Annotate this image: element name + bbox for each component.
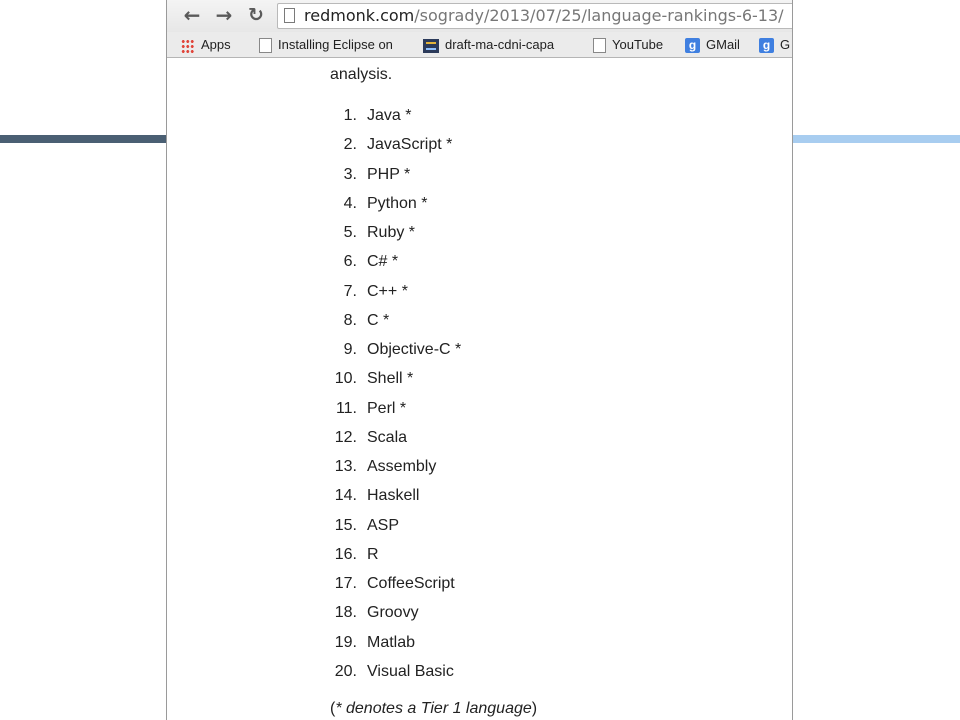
- language-name: PHP *: [367, 165, 411, 183]
- forward-arrow-icon[interactable]: →: [215, 3, 233, 27]
- bookmark-label: draft-ma-cdni-capa: [445, 37, 555, 52]
- list-number: 12.: [334, 428, 357, 446]
- bookmark-youtube[interactable]: [593, 36, 663, 54]
- language-name: C *: [367, 311, 390, 329]
- language-name: ASP: [367, 516, 400, 534]
- list-item: [323, 399, 461, 428]
- footnote-open-paren: (: [330, 700, 336, 717]
- language-name: C# *: [367, 253, 399, 271]
- list-number: 1.: [343, 107, 357, 124]
- language-name: Objective-C *: [367, 341, 462, 358]
- language-name: Haskell: [367, 487, 420, 505]
- bookmarks-bar: [167, 32, 792, 58]
- google-icon: g: [759, 38, 774, 53]
- list-item: [323, 545, 461, 574]
- language-name: Perl *: [367, 399, 407, 417]
- bookmark-label: GMail: [706, 37, 740, 52]
- list-number: 2.: [343, 136, 357, 154]
- list-item: [323, 252, 461, 281]
- reload-icon[interactable]: ↻: [248, 4, 264, 26]
- language-name: JavaScript *: [367, 136, 453, 154]
- list-number: 9.: [343, 341, 357, 358]
- bookmark-label: YouTube: [612, 37, 664, 52]
- list-number: 6.: [343, 253, 357, 271]
- list-number: 17.: [334, 575, 357, 592]
- url-path: /sogrady/2013/07/25/language-rankings-6-13/: [414, 6, 784, 25]
- language-name: Assembly: [367, 458, 437, 475]
- list-item: [323, 486, 461, 515]
- bookmark-label: G: [780, 37, 791, 52]
- language-name: Shell *: [367, 370, 414, 388]
- list-item: [323, 340, 461, 369]
- list-number: 18.: [334, 604, 357, 622]
- list-item: [323, 603, 461, 632]
- list-number: 10.: [334, 370, 357, 388]
- list-item: [323, 311, 461, 340]
- bookmark-label: Apps: [201, 37, 231, 52]
- page-icon: [593, 38, 606, 53]
- slide-bar-right: [793, 135, 960, 143]
- list-item: [323, 457, 461, 486]
- language-name: Scala: [367, 428, 408, 446]
- list-number: 16.: [334, 545, 357, 563]
- language-name: Java *: [367, 107, 412, 124]
- list-item: [323, 369, 461, 398]
- language-name: R: [367, 545, 379, 563]
- list-number: 14.: [334, 487, 357, 505]
- list-number: 4.: [343, 194, 357, 212]
- list-item: [323, 574, 461, 603]
- language-name: Ruby *: [367, 224, 416, 241]
- list-item: [323, 428, 461, 457]
- language-name: Visual Basic: [367, 662, 454, 680]
- page-icon: [284, 8, 295, 23]
- google-icon: g: [685, 38, 700, 53]
- bookmark-google[interactable]: [759, 36, 790, 54]
- list-item: [323, 516, 461, 545]
- list-number: 15.: [334, 516, 357, 534]
- language-name: C++ *: [367, 282, 408, 300]
- slide-bar-left: [0, 135, 168, 143]
- list-item: [323, 135, 461, 164]
- list-number: 20.: [334, 662, 357, 680]
- list-number: 7.: [343, 282, 357, 300]
- browser-toolbar: [167, 0, 792, 32]
- bookmark-installing-eclipse[interactable]: [259, 36, 393, 54]
- footnote-text: * denotes a Tier 1 language: [335, 700, 532, 717]
- list-item: [323, 662, 461, 691]
- bookmark-apps[interactable]: [181, 36, 231, 54]
- list-number: 13.: [334, 458, 357, 475]
- back-arrow-icon[interactable]: ←: [183, 3, 201, 27]
- footnote-close-paren: ): [531, 700, 538, 717]
- language-ranking-list: [323, 106, 461, 691]
- url-host: redmonk.com: [304, 6, 415, 25]
- url-text: [304, 6, 784, 25]
- bookmark-gmail[interactable]: [685, 36, 740, 54]
- page-content: [167, 58, 792, 720]
- list-item: [323, 223, 461, 252]
- list-number: 5.: [343, 224, 357, 241]
- language-name: CoffeeScript: [367, 575, 455, 592]
- list-number: 3.: [343, 165, 357, 183]
- language-name: Matlab: [367, 633, 416, 651]
- list-item: [323, 194, 461, 223]
- language-name: Groovy: [367, 604, 419, 622]
- network-icon: [423, 39, 439, 53]
- list-number: 11.: [335, 399, 357, 417]
- language-name: Python *: [367, 194, 428, 212]
- intro-text: [330, 58, 792, 86]
- list-number: 19.: [334, 633, 357, 651]
- list-number: 8.: [343, 311, 357, 329]
- bookmark-draft-ma-cdni[interactable]: [423, 36, 583, 54]
- list-item: [323, 282, 461, 311]
- list-item: [323, 633, 461, 662]
- intro-line-2: analysis.: [330, 66, 393, 83]
- tier-footnote: [330, 700, 537, 718]
- page-icon: [259, 38, 272, 53]
- list-item: [323, 106, 461, 135]
- apps-grid-icon: [181, 39, 195, 53]
- browser-screenshot: [166, 0, 793, 720]
- list-item: [323, 165, 461, 194]
- address-bar[interactable]: [277, 3, 793, 29]
- bookmark-label: Installing Eclipse on: [278, 37, 393, 52]
